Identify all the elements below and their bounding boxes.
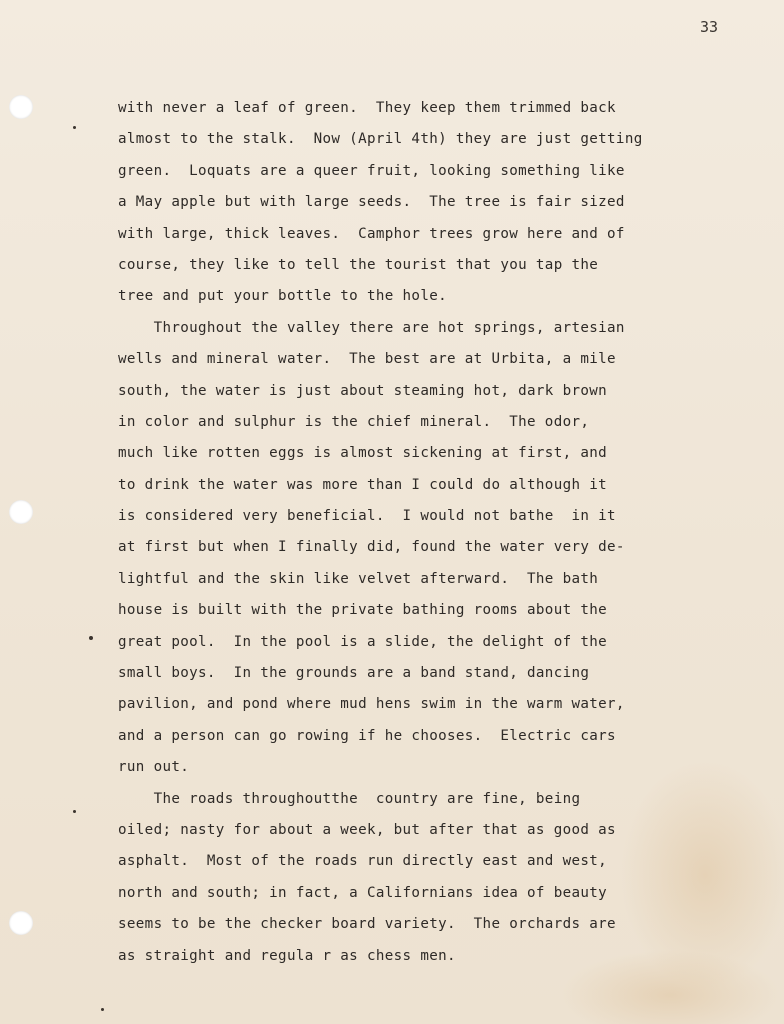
- ink-speck: [89, 636, 93, 640]
- text-line: great pool. In the pool is a slide, the delight of the: [118, 633, 608, 650]
- text-line: with never a leaf of green. They keep them trimmed back: [118, 100, 616, 116]
- text-line: in color and sulphur is the chief mineral. The odor,: [118, 413, 590, 430]
- ink-speck: [101, 1008, 104, 1011]
- text-line: oiled; nasty for about a week, but after that as good as: [118, 821, 616, 838]
- text-line: as straight and regula r as chess men.: [118, 947, 456, 964]
- text-line: tree and put your bottle to the hole.: [118, 288, 447, 305]
- text-line: lightful and the skin like velvet afterward. The bath: [118, 570, 599, 587]
- text-line: south, the water is just about steaming hot, dark brown: [118, 382, 608, 399]
- page-number: 33: [700, 18, 719, 36]
- text-line: house is built with the private bathing rooms about the: [118, 602, 608, 619]
- ink-speck: [73, 126, 76, 129]
- text-line: green. Loquats are a queer fruit, looking something like: [118, 162, 625, 179]
- text-line: almost to the stalk. Now (April 4th) they are just getting: [118, 131, 643, 148]
- text-line: with large, thick leaves. Camphor trees grow here and of: [118, 225, 625, 242]
- text-line: is considered very beneficial. I would not bathe in it: [118, 508, 616, 525]
- text-line: north and south; in fact, a Californians idea of beauty: [118, 884, 608, 901]
- punch-hole: [9, 911, 33, 935]
- text-line: to drink the water was more than I could do although it: [118, 476, 608, 493]
- text-line: wells and mineral water. The best are at Urbita, a mile: [118, 351, 616, 368]
- text-line: pavilion, and pond where mud hens swim in the warm water,: [118, 696, 625, 713]
- text-line: a May apple but with large seeds. The tree is fair sized: [118, 194, 625, 211]
- text-line: run out.: [118, 759, 190, 776]
- text-line: much like rotten eggs is almost sickening at first, and: [118, 445, 608, 462]
- text-line: seems to be the checker board variety. The orchards are: [118, 916, 616, 933]
- text-line: small boys. In the grounds are a band stand, dancing: [118, 665, 590, 682]
- punch-hole: [9, 500, 33, 524]
- punch-hole: [9, 95, 33, 119]
- text-line: The roads throughoutthe country are fine, being: [118, 790, 581, 807]
- text-line: asphalt. Most of the roads run directly east and west,: [118, 853, 608, 870]
- text-line: at first but when I finally did, found the water very de-: [118, 539, 625, 556]
- typed-text-block: [118, 93, 718, 972]
- ink-speck: [73, 810, 76, 813]
- text-line: Throughout the valley there are hot springs, artesian: [118, 319, 625, 336]
- text-line: and a person can go rowing if he chooses. Electric cars: [118, 727, 616, 744]
- text-line: course, they like to tell the tourist that you tap the: [118, 256, 599, 273]
